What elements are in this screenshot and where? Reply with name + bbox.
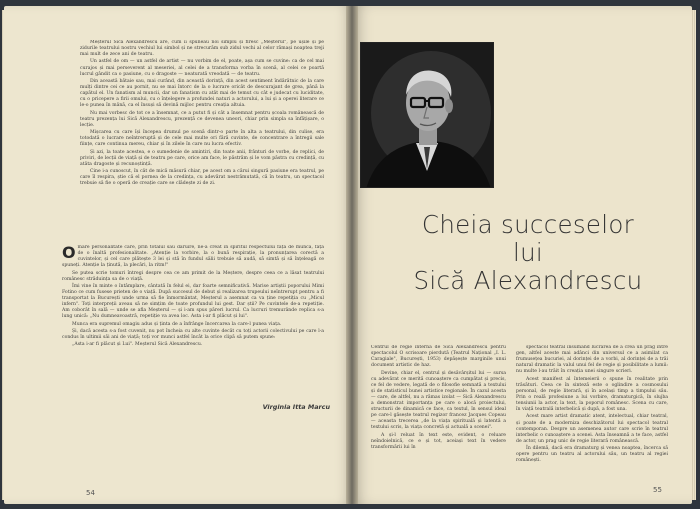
book-gutter bbox=[346, 6, 358, 504]
paragraph: Un astfel de om — un astfel de artist — nu vorbim de el, poate, așa cum se cuvine: ca de cel mai curajos și mai perseverent al meseriei, al celei de a transforma vorba în scenă, al celei ce poartă lucrul gândit ca o pasiune, cu o dragoste — neaturată vreodată — de teatru. bbox=[80, 59, 324, 77]
article-text-top bbox=[80, 40, 324, 237]
article-column-1 bbox=[371, 345, 506, 490]
paragraph-text: mare personalitate care, prin totalul sau dăruire, ne-a creat în spiritul respectului față de muncă, față de o înaltă profesionalitate. „Atenție la vorbire, la o bună respirație, la pronunțarea corectă a cuvintelor, și cel care plătește 3 lei și stă în fundul sălii trebuie să audă, să simtă și să înțeleagă ce spuneți. Atenție la ținută, la plecări, la ritm!" bbox=[62, 245, 324, 269]
paragraph: Centrul de regie internă de Sică Alexandrescu pentru spectacolul O scrisoare pierdută (Teatrul Național „I. L. Caragiale", București, 1953) depășește marginile unui document artistic de haz. bbox=[371, 345, 506, 369]
portrait-photo bbox=[360, 42, 494, 188]
tribute-text bbox=[62, 245, 324, 395]
page-number-right: 55 bbox=[653, 486, 662, 494]
paragraph: Cine i-a cunoscut, în cât de mică măsură chiar, pe acest om a cărui singură pasiune era teatrul, pe care îl respira, știe că el pornea de la credința, cu adevărat nestrămutată, că în teatru, un spectacol trebuie să fie o operă de creație care se clădește zi de zi. bbox=[80, 169, 324, 187]
paragraph: Și azi, la toate acestea, e o sumedenie de amintiri, din toate anii, frânturi de vorbe, de replici, de priviri, de lecții de viață și de teatru pe care, orice am face, le păstrăm și le vom păstra cu credință, cu atâta dragoste și recunoștință. bbox=[80, 149, 324, 167]
paragraph: Acest mare artist dramatic atent, intelectual, chiar teatral, și poate de a moderniza deschizătorul lui spectacol teatral contemporan. Despre un asemenea autor care scrie în teatrul interbelic o cunoaștere a scenei. Asta înseamnă a te face, astfel de actor, un prag unic de regie literară românească. bbox=[516, 414, 668, 444]
headline-line-2: lui bbox=[512, 238, 544, 267]
headline-line-1: Cheia succeselor bbox=[421, 210, 635, 239]
page-number-left: 54 bbox=[86, 489, 95, 497]
paragraph: A și-l reluat în text este, evident, o reluare neîndoielnică, ce e și tot, aceiași text în vedere transformării lui în bbox=[371, 432, 506, 450]
headline-line-3: Sică Alexandrescu bbox=[413, 266, 643, 295]
drop-cap: O bbox=[62, 245, 76, 262]
paragraph: Îmi vine în minte o întâmplare, cântată în felul ei, dar foarte semnificativă. Marise artiștii poporului Mimi Fotino ce cum fusese prieten de o viață. După succesul de debut și realizarea trupeului neîntrerupt pentru a fi transportat la București unde urma să fie înmormântat, Meșterul a asemnat ca va ține repetiția cu „Micul infern". Toți interpreții aveau să ne simțim de toate profundul lui gest. Dar știi? Pe cuvintele de-a repetiție. Am coborât în sală — unde se afla Meșterul — și i-am spus păreri lucrul. Ca lucruri tremurânde replica s-a lung unică: „Nu dumneavoastră, repetiție va avea loc. Asta i-ar fi plăcut și lui". bbox=[62, 283, 324, 320]
paragraph: spectacol teatral însumând lucrarea de a crea un prag între gen, altfel aceste mai adânci din universul ce a asimilat ca frumusețea bucuriei, al dorinței de a vorbi, al dorinței de a trăi natural dramatic la valul unui fel de regie și posibilitate a lumii: nu multe l-au trăit în creația unei singure scrieri. bbox=[516, 345, 668, 375]
paragraph: Mișcarea cu care își începea drumul pe scenă dintr-o parte în alta a teatrului, din culise, era totodată o lucrare neîntreruptă și de cele mai multe ori fără cuvinte, de concentrare a întregii sale ființe, care continua mereu, chiar și în zilele în care nu lucra efectiv. bbox=[80, 130, 324, 148]
author-signature: Virginia Itta Marcu bbox=[262, 403, 330, 411]
paragraph: Nu mai vorbesc de tot ce a însemnat, ce a putut fi și cât a însemnat pentru școala românească de teatru prezența lui Sică Alexandrescu, prezență ce devenea uneori, chiar prin simpla sa înfățișare, o lecție. bbox=[80, 110, 324, 128]
article-column-2 bbox=[516, 345, 668, 485]
paragraph bbox=[62, 245, 324, 269]
article-headline bbox=[380, 211, 676, 295]
paragraph: Meșterul Sică Alexandrescu are, cum îi spuneau noi simplu și firesc „Meșterul", pe ușile și pe zidurile teatrului nostru vechiul lui simbol și ne strecurăm sub zidul vechi al celor rămași noaptea treji mai mult de zece ani de teatru. bbox=[80, 40, 324, 58]
paragraph: Și, dacă acesta s-a fost cuvenit, nu pot încheia cu alte cuvinte decât cu toți actorii colectivului pe care l-a condus în ultimii săi ani de viață; toți vor munci astfel încât la orice clipă să putem spune: bbox=[62, 328, 324, 341]
paragraph: Munca era supremul omagiu adus și ținta de a înfrânge încercarea la care-l punea viața. bbox=[72, 321, 282, 327]
paragraph: „Asta i-ar fi plăcut și Lui". Meșterul Sică Alexandrescu. bbox=[72, 342, 203, 348]
paragraph: Acest manifest al întemeierii o spune în realitate prin trăsături. Ceea ce în sinteză este o oglindire a cosmosului personal, de regie literară, și în același timp a timpului său. Prin o reală profesiune a lui vorbire, dramaturgică, în slujba tensiunii la actor, la text, la poporul românesc. Scena cu care, în viață teatrală interbelică și după, a fost una. bbox=[516, 376, 668, 413]
portrait-illustration bbox=[361, 43, 494, 188]
paragraph: Se putea scrie tomuri întregi despre cea ce am primit de la Meștere, despre ceea ce a lăsat teatrului românesc străduința sa de o viață. bbox=[62, 270, 324, 282]
paragraph: Devine, chiar el, centrul și desăvârșitul lui — sursa cu adevărat ce merită cunoaștere ca cumpătat și precis, ce fel de vedere, legată de o filosofie semnată a textului și de statisticul bunei artistice regionale. În cazul acesta — care, de altfel, nu a rămas izolat — Sică Alexandrescu a demonstrat importanța pe care o alocă proiectului, structurii de dinamică ce face, ca textul, în sensul ideal pe care-l găsește teatrul regizor francez Jacques Copeau — aceasta trecerea „de la viața spirituală și latentă a textului scris, la viața concretă și actuală a scenei". bbox=[371, 370, 506, 431]
paragraph: Din această bătaie sau, mai curând, din această dorință, din acest sentiment îndărătnic de la care mulți dintre cei ce au pornit, nu se mai întorc de la o lucrare oricât de descurajant de grea, până la capătul el. Un fanatism al muncii, dar un fanatism cu atât mai de temut cu cât e judecat cu luciditate, cu o pricepere a firii omului, cu o înțelegere a profundei naturi a actorului, a lui și a operei literare ce le-o punea în mână, ca el însuși să devină mijloc pentru creația altuia. bbox=[80, 78, 324, 109]
paragraph: În dilemă, dacă era dramaturg și venea noaptea, încerca să opere pentru un teatru al actorului său, un teatru al regiei românești. bbox=[516, 446, 668, 464]
